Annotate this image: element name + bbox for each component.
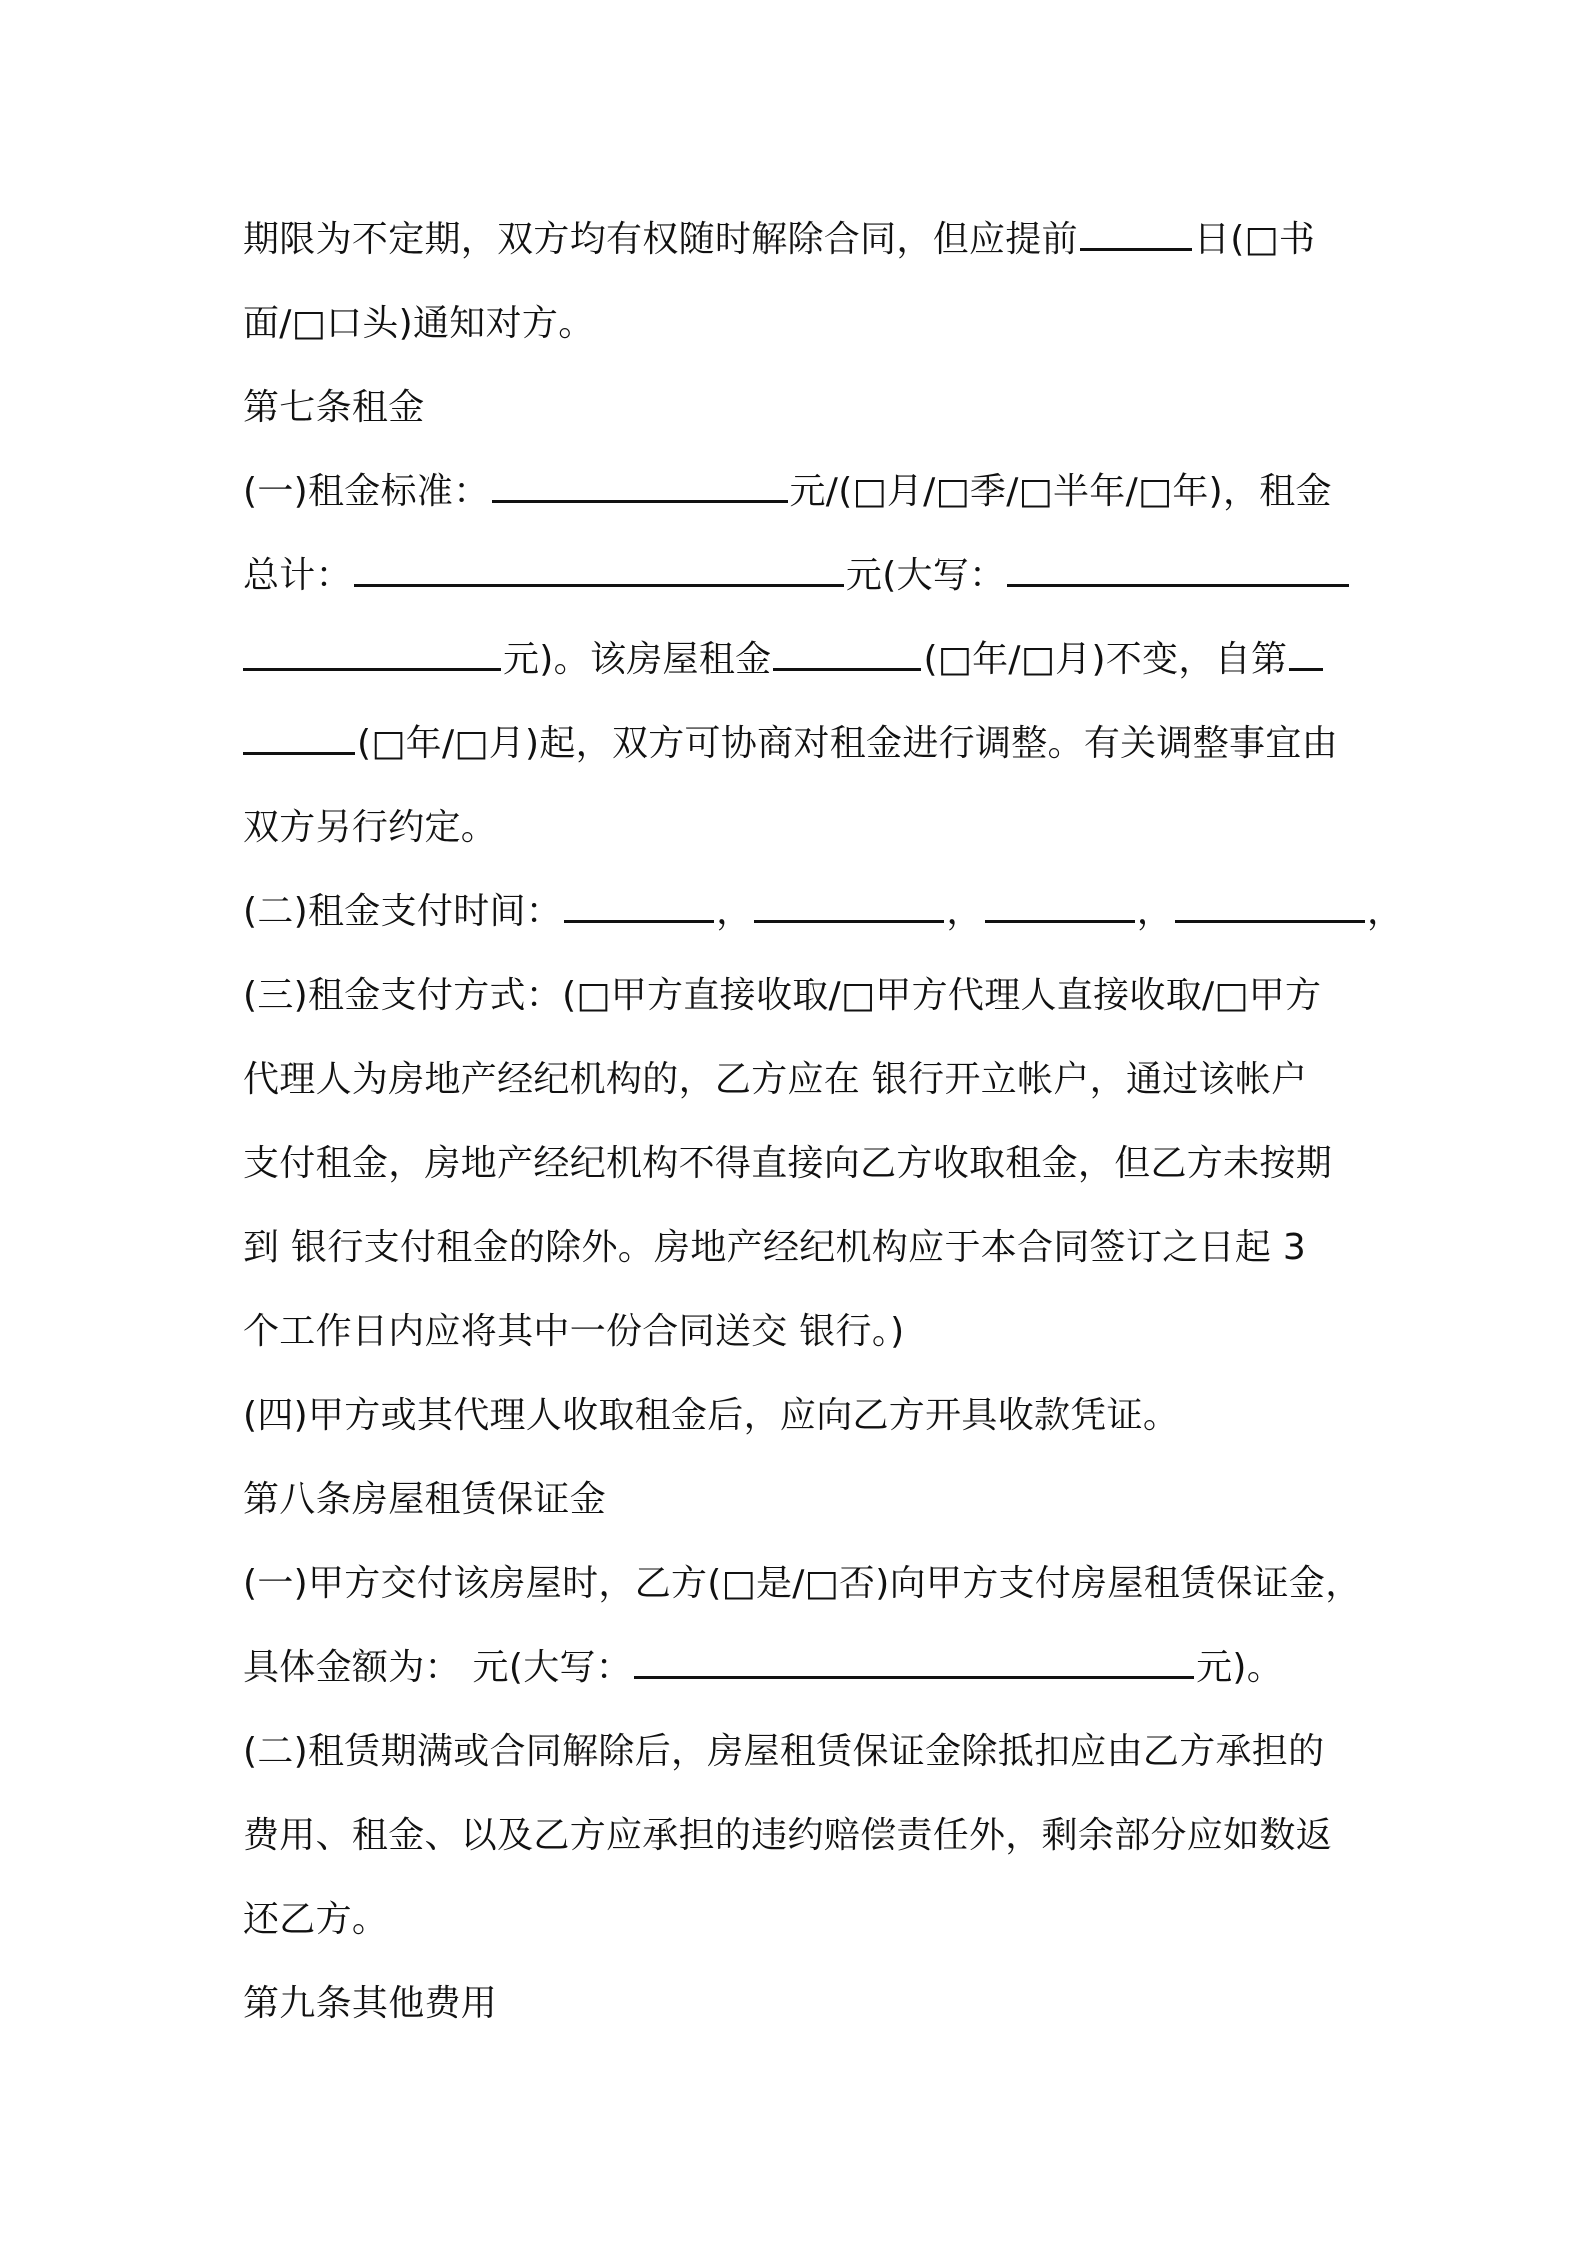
fill-blank [1080, 208, 1192, 251]
text-segment: 元(大写： [845, 555, 1006, 596]
text-segment: 支付租金，房地产经纪机构不得直接向乙方收取租金，但乙方未按期 [243, 1143, 1333, 1184]
text-segment: 个工作日内应将其中一份合同送交 银行。) [243, 1311, 905, 1352]
text-line [243, 1290, 1363, 1374]
fill-blank [634, 1636, 1194, 1679]
text-segment: 元)。该房屋租金 [503, 639, 772, 680]
text-segment: 费用、租金、以及乙方应承担的违约赔偿责任外，剩余部分应如数返 [243, 1815, 1333, 1856]
fill-blank [354, 544, 844, 587]
text-segment: ， [1136, 891, 1174, 932]
contract-text [243, 198, 1404, 2046]
text-line [243, 1038, 1363, 1122]
fill-blank [1175, 880, 1365, 923]
text-line [243, 1542, 1363, 1626]
text-segment: 总计： [243, 555, 352, 596]
text-line [243, 954, 1363, 1038]
fill-blank [1289, 628, 1323, 671]
fill-blank [243, 712, 355, 755]
text-line [243, 1374, 1363, 1458]
fill-blank [492, 460, 788, 503]
article-heading [243, 1962, 1363, 2046]
text-line [243, 1122, 1363, 1206]
text-line [243, 786, 1363, 870]
text-segment: (一)租金标准： [243, 471, 490, 512]
text-line [243, 198, 1363, 282]
fill-blank [985, 880, 1135, 923]
text-segment: 元/(□月/□季/□半年/□年)，租金 [789, 471, 1332, 512]
text-line [243, 618, 1363, 702]
text-segment: (四)甲方或其代理人收取租金后，应向乙方开具收款凭证。 [243, 1395, 1180, 1436]
text-segment: 到 银行支付租金的除外。房地产经纪机构应于本合同签订之日起 3 [243, 1227, 1307, 1268]
text-line [243, 450, 1363, 534]
text-line [243, 282, 1363, 366]
text-segment: 期限为不定期，双方均有权随时解除合同，但应提前 [243, 219, 1078, 260]
text-segment: 双方另行约定。 [243, 807, 498, 848]
fill-blank [754, 880, 944, 923]
text-segment: 代理人为房地产经纪机构的，乙方应在 银行开立帐户，通过该帐户 [243, 1059, 1308, 1100]
text-line [243, 1626, 1363, 1710]
fill-blank [773, 628, 921, 671]
text-line [243, 1710, 1363, 1794]
fill-blank [564, 880, 714, 923]
text-segment: (二)租金支付时间： [243, 891, 563, 932]
text-segment: 第七条租金 [243, 387, 425, 428]
text-segment: 第九条其他费用 [243, 1983, 498, 2024]
text-line [243, 1206, 1363, 1290]
text-segment: 日(□书 [1193, 219, 1316, 260]
text-segment: 具体金额为： 元(大写： [243, 1647, 633, 1688]
text-segment: (□年/□月)不变，自第 [923, 639, 1288, 680]
text-segment: (二)租赁期满或合同解除后，房屋租赁保证金除抵扣应由乙方承担的 [243, 1731, 1325, 1772]
text-line [243, 702, 1363, 786]
text-segment: (三)租金支付方式：(□甲方直接收取/□甲方代理人直接收取/□甲方 [243, 975, 1322, 1016]
article-heading [243, 1458, 1363, 1542]
text-line [243, 870, 1404, 954]
fill-blank [1007, 544, 1349, 587]
text-segment: (一)甲方交付该房屋时，乙方(□是/□否)向甲方支付房屋租赁保证金， [243, 1563, 1362, 1604]
text-segment: 面/□口头)通知对方。 [243, 303, 595, 344]
text-segment: (□年/□月)起，双方可协商对租金进行调整。有关调整事宜由 [357, 723, 1338, 764]
text-line [243, 1878, 1363, 1962]
text-line [243, 534, 1363, 618]
fill-blank [243, 628, 501, 671]
text-segment: ， [1367, 891, 1404, 932]
article-heading [243, 366, 1363, 450]
text-segment: 第八条房屋租赁保证金 [243, 1479, 607, 1520]
text-segment: ， [946, 891, 983, 932]
text-line [243, 1794, 1363, 1878]
text-segment: 还乙方。 [243, 1899, 389, 1940]
text-segment: 元)。 [1196, 1647, 1284, 1688]
text-segment: ， [716, 891, 753, 932]
